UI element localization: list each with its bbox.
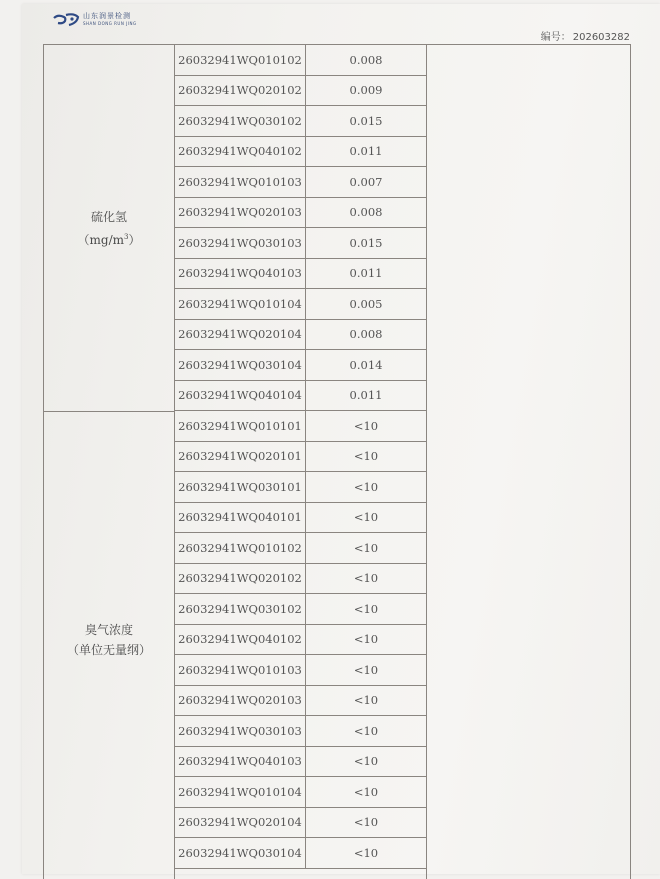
result-value: <10 — [353, 662, 379, 677]
sample-id: 26032941WQ020104 — [175, 320, 306, 350]
result-value: <10 — [353, 571, 379, 586]
sample-id: 26032941WQ030104 — [175, 350, 306, 380]
item-cell-odor-concentration — [44, 411, 174, 869]
sample-id: 26032941WQ010102 — [175, 45, 306, 75]
item-name: 硫化氢 — [90, 209, 127, 224]
result-value: 0.008 — [349, 327, 383, 342]
sample-id: 26032941WQ030102 — [175, 594, 306, 624]
table-row — [175, 198, 426, 229]
result-value: 0.008 — [349, 52, 383, 67]
table-row — [175, 747, 426, 778]
table-row — [175, 411, 426, 442]
table-row — [175, 137, 426, 168]
table-row — [175, 76, 426, 107]
sample-id: 26032941WQ030101 — [175, 472, 306, 502]
result-value: 0.008 — [349, 205, 383, 220]
table-row — [175, 320, 426, 351]
result-value: <10 — [353, 479, 379, 494]
sample-id: 26032941WQ010102 — [175, 533, 306, 563]
result-value: 0.014 — [349, 357, 383, 372]
sample-id: 26032941WQ010103 — [175, 167, 306, 197]
table-row — [175, 167, 426, 198]
table-row — [175, 777, 426, 808]
report-number — [539, 28, 630, 43]
report-number-value: 202603282 — [572, 32, 630, 43]
table-row — [175, 594, 426, 625]
sample-id: 26032941WQ020102 — [175, 76, 306, 106]
result-value: 0.007 — [349, 174, 383, 189]
table-row — [175, 259, 426, 290]
sample-id: 26032941WQ020103 — [175, 686, 306, 716]
table-row — [175, 838, 426, 869]
sample-id: 26032941WQ030103 — [175, 716, 306, 746]
result-value: 0.011 — [349, 144, 383, 159]
table-row — [175, 472, 426, 503]
table-row — [175, 808, 426, 839]
document-page — [22, 4, 660, 874]
result-value: <10 — [353, 540, 379, 555]
result-value: <10 — [353, 754, 379, 769]
sample-id: 26032941WQ010101 — [175, 411, 306, 441]
result-value: 0.011 — [349, 388, 383, 403]
results-table — [43, 44, 631, 879]
result-value: 0.009 — [349, 83, 383, 98]
column-divider — [426, 45, 427, 879]
sample-id: 26032941WQ010103 — [175, 655, 306, 685]
table-row — [175, 442, 426, 473]
sample-id: 26032941WQ020102 — [175, 564, 306, 594]
sample-id: 26032941WQ020103 — [175, 198, 306, 228]
result-value: <10 — [353, 601, 379, 616]
result-value: <10 — [353, 784, 379, 799]
sample-id: 26032941WQ010104 — [175, 289, 306, 319]
result-value: <10 — [353, 815, 379, 830]
result-value: 0.015 — [349, 235, 383, 250]
result-value: <10 — [353, 449, 379, 464]
table-row — [175, 381, 426, 412]
sample-id: 26032941WQ030102 — [175, 106, 306, 136]
table-row — [175, 106, 426, 137]
report-number-label: 编号： — [540, 32, 571, 43]
table-row — [175, 655, 426, 686]
item-cell-hydrogen-sulfide — [44, 45, 174, 411]
sample-id: 26032941WQ040101 — [175, 503, 306, 533]
sample-id: 26032941WQ030103 — [175, 228, 306, 258]
result-value: <10 — [353, 418, 379, 433]
table-row — [175, 716, 426, 747]
sample-id: 26032941WQ030104 — [175, 838, 306, 868]
table-row — [175, 503, 426, 534]
letterhead — [52, 12, 137, 28]
item-unit: （单位无量纲） — [66, 642, 151, 657]
result-value: <10 — [353, 723, 379, 738]
result-value: <10 — [353, 693, 379, 708]
sample-id: 26032941WQ040102 — [175, 137, 306, 167]
item-unit: $(mg/m^3)$ — [77, 232, 141, 247]
logo-chinese-name: 山东润景检测 — [83, 12, 131, 20]
sample-id: 26032941WQ020101 — [175, 442, 306, 472]
table-row — [175, 228, 426, 259]
result-value: 0.005 — [349, 296, 383, 311]
table-row — [175, 289, 426, 320]
sample-id: 26032941WQ020104 — [175, 808, 306, 838]
table-row — [175, 45, 426, 76]
table-row — [175, 564, 426, 595]
sample-id: 26032941WQ040103 — [175, 747, 306, 777]
item-name: 臭气浓度 — [84, 622, 133, 637]
sample-id: 26032941WQ040103 — [175, 259, 306, 289]
result-value: <10 — [353, 632, 379, 647]
result-value: <10 — [353, 845, 379, 860]
result-value: 0.015 — [349, 113, 383, 128]
table-row — [175, 625, 426, 656]
sample-id: 26032941WQ010104 — [175, 777, 306, 807]
result-value: 0.011 — [349, 266, 383, 281]
company-logo-icon — [52, 12, 80, 28]
result-value: <10 — [353, 510, 379, 525]
table-row — [175, 686, 426, 717]
sample-id: 26032941WQ040104 — [175, 381, 306, 411]
table-row — [175, 350, 426, 381]
table-row — [175, 533, 426, 564]
logo-english-name: SHAN DONG RUN JING — [83, 21, 137, 26]
sample-id: 26032941WQ040102 — [175, 625, 306, 655]
